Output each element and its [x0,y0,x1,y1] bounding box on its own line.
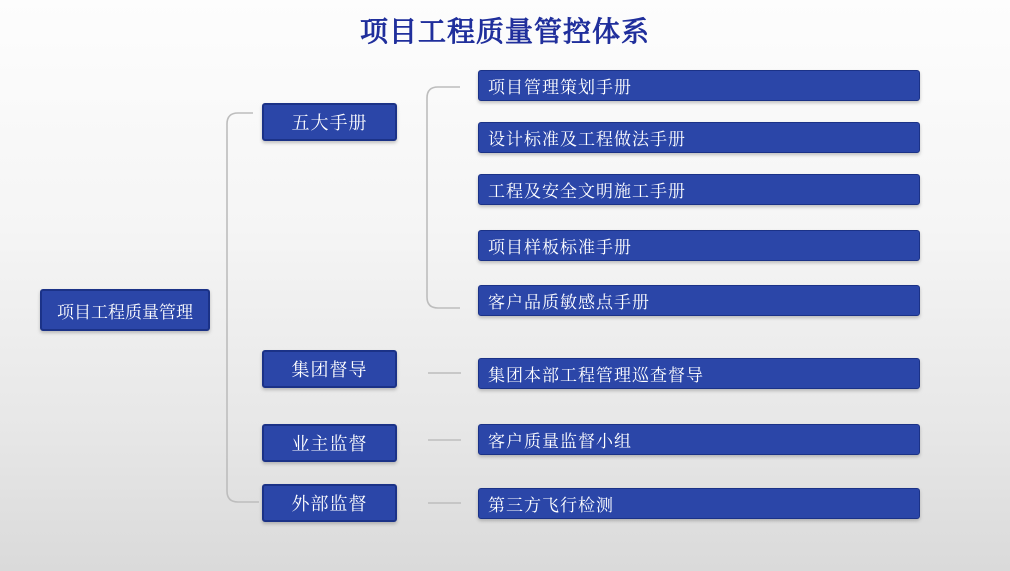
node-leaf-group-patrol: 集团本部工程管理巡查督导 [478,358,920,389]
node-branch-group-supervision: 集团督导 [262,350,397,388]
node-leaf-manual-2: 设计标准及工程做法手册 [478,122,920,153]
node-leaf-manual-1: 项目管理策划手册 [478,70,920,101]
node-branch-owner-supervision: 业主监督 [262,424,397,462]
node-branch-external-supervision: 外部监督 [262,484,397,522]
node-leaf-customer-group: 客户质量监督小组 [478,424,920,455]
bracket-left-connector [227,113,259,502]
node-leaf-third-party: 第三方飞行检测 [478,488,920,519]
node-leaf-manual-5: 客户品质敏感点手册 [478,285,920,316]
bracket-right-connector [427,87,460,308]
node-branch-manuals: 五大手册 [262,103,397,141]
node-leaf-manual-4: 项目样板标准手册 [478,230,920,261]
diagram-title: 项目工程质量管控体系 [359,17,650,48]
node-leaf-manual-3: 工程及安全文明施工手册 [478,174,920,205]
node-root: 项目工程质量管理 [40,289,210,331]
